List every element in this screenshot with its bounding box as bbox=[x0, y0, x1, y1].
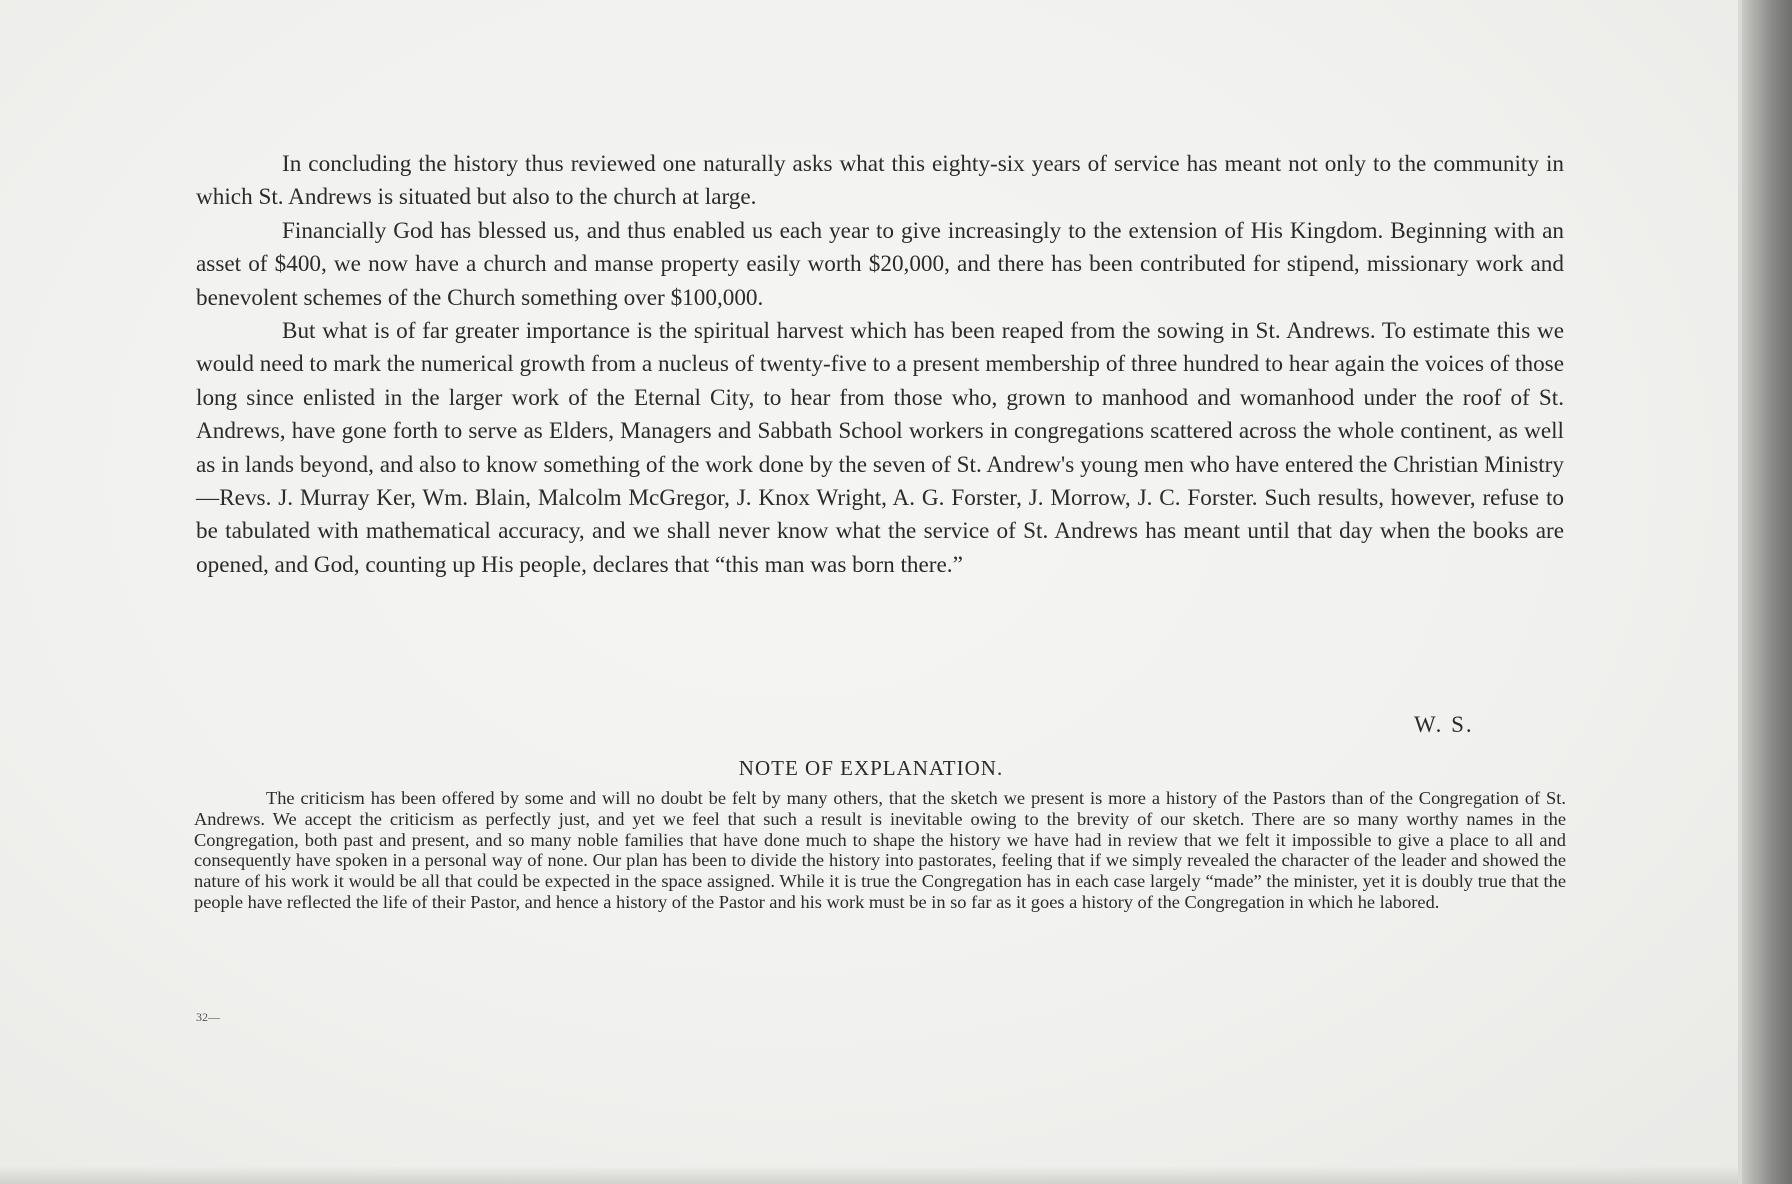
signature-initials: W. S. bbox=[1414, 712, 1474, 737]
paragraph-finances: Financially God has blessed us, and thus enabled us each year to give increasingly to the extension of His Kingdom. Beginning with an asset of $400, we now have a church and manse property easily worth $20,000, and there has been contributed for stipend, missionary work and benevolent schemes of the Church something over $100,000. bbox=[196, 217, 1564, 311]
book-spine bbox=[1742, 0, 1792, 1184]
paragraph-spiritual-harvest: But what is of far greater importance is the spiritual harvest which has been reaped from the sowing in St. Andrews. To estimate this we would need to mark the numerical growth from a nucleus of twenty-five to a present membership of three hundred to hear again the voices of those long since enlisted in the larger work of the Eternal City, to hear from those who, grown to manhood and womanhood under the roof of St. Andrews, have gone forth to serve as Elders, Managers and Sabbath School workers in congregations scattered across the whole continent, as well as in lands beyond, and also to know something of the work done by the seven of St. Andrew's young men who have entered the Christian Ministry—Revs. J. Murray Ker, Wm. Blain, Malcolm McGregor, J. Knox Wright, A. G. Forster, J. Morrow, J. C. Forster. Such results, however, refuse to be tabulated with mathematical accuracy, and we shall never know what the service of St. Andrews has meant until that day when the books are opened, and God, counting up His people, declares that “this man was born there.” bbox=[196, 318, 1564, 578]
page-bottom-shadow bbox=[0, 1166, 1742, 1184]
note-heading: NOTE OF EXPLANATION. bbox=[738, 756, 1004, 780]
page-number: 32— bbox=[196, 1010, 220, 1024]
note-body: The criticism has been offered by some and will no doubt be felt by many others, that the sketch we present is more a history of the Pastors than of the Congregation of St. Andrews. We accept the criticism as perfectly just, and yet we feel that such a result is inevitable owing to the brevity of our sketch. There are so many worthy names in the Congregation, both past and present, and so many noble families that have done much to shape the history we have had in review that we felt it impossible to give a place to all and consequently have spoken in a personal way of none. Our plan has been to divide the history into pastorates, feeling that if we simply revealed the character of the leader and showed the nature of his work it would be all that could be expected in the space assigned. While it is true the Congregation has in each case largely “made” the minister, yet it is doubly true that the people have reflected the life of their Pastor, and hence a history of the Pastor and his work must be in so far as it goes a history of the Congregation in which he labored. bbox=[194, 788, 1566, 912]
main-text bbox=[196, 148, 1564, 582]
paragraph-conclusion: In concluding the history thus reviewed one naturally asks what this eighty-six years of service has meant not only to the community in which St. Andrews is situated but also to the church at large. bbox=[196, 151, 1564, 211]
